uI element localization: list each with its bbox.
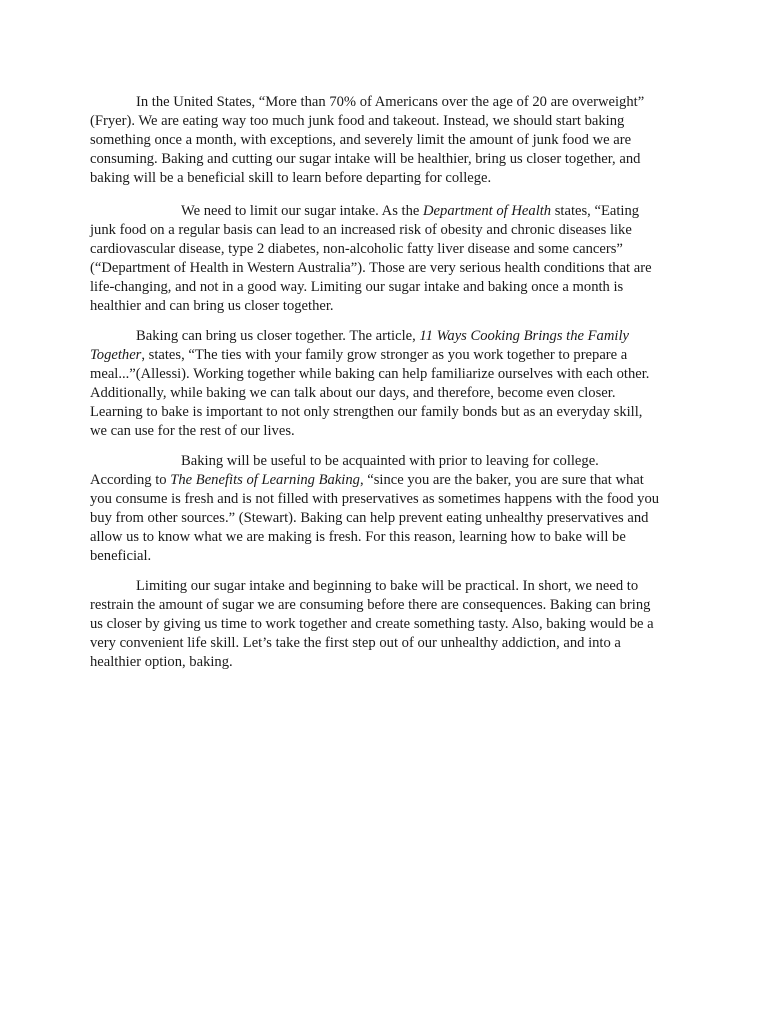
- paragraph-text: states, “Eating junk food on a regular basis can lead to an increased risk of obesity and chronic diseases like cardiovascular disease, type 2 diabetes, non-alcoholic fatty liver disease and some cancers” (“Department of Health in Western Australia”). Those are very serious health conditions that are life-changing, and not in a good way. Limiting our sugar intake and baking once a month is healthier and can bring us closer together.: [90, 203, 652, 314]
- paragraph-conclusion: [90, 577, 690, 672]
- paragraph-text: We need to limit our sugar intake. As the: [181, 203, 424, 219]
- paragraph-college-skill: [90, 452, 690, 566]
- paragraph-sugar-intake: [90, 202, 690, 316]
- paragraph-text: , states, “The ties with your family grow stronger as you work together to prepare a meal...”(Allessi). Working together while baking can help familiarize ourselves with each other. Additionally, while baking we can talk about our days, and therefore, become even closer. Learning to bake is important to not only strengthen our family bonds but as an everyday skill, we can use for the rest of our lives.: [90, 347, 650, 439]
- paragraph-introduction: [90, 93, 690, 188]
- citation-title: Department of Health: [423, 203, 552, 219]
- paragraph-text: Limiting our sugar intake and beginning to bake will be practical. In short, we need to restrain the amount of sugar we are consuming before there are consequences. Baking can bring us closer by giving us time to work together and create something tasty. Also, baking would be a very convenient life skill. Let’s take the first step out of our unhealthy addiction, and into a healthier option, baking.: [90, 578, 654, 670]
- citation-title: The Benefits of Learning Baking: [170, 472, 360, 488]
- paragraph-text: In the United States, “More than 70% of Americans over the age of 20 are overweight” (Fryer). We are eating way too much junk food and takeout. Instead, we should start baking something once a month, with exceptions, and severely limit the amount of junk food we are consuming. Baking and cutting our sugar intake will be healthier, bring us closer together, and baking will be a beneficial skill to learn before departing for college.: [90, 94, 645, 186]
- paragraph-text: Baking will be useful to be acquainted with prior to leaving for college.: [181, 453, 599, 469]
- paragraph-closer-together: [90, 327, 690, 441]
- citation-title: 11 Ways Cooking Brings the Family Together: [90, 328, 629, 363]
- paragraph-text: Baking can bring us closer together. The article,: [136, 328, 420, 344]
- paragraph-text: According to: [90, 472, 167, 488]
- paragraph-text: , “since you are the baker, you are sure that what you consume is fresh and is not filled with preservatives as sometimes happens with the food you buy from other sources.” (Stewart). Baking can help prevent eating unhealthy preservatives and allow us to know what we are making is fresh. For this reason, learning how to bake will be beneficial.: [90, 472, 660, 564]
